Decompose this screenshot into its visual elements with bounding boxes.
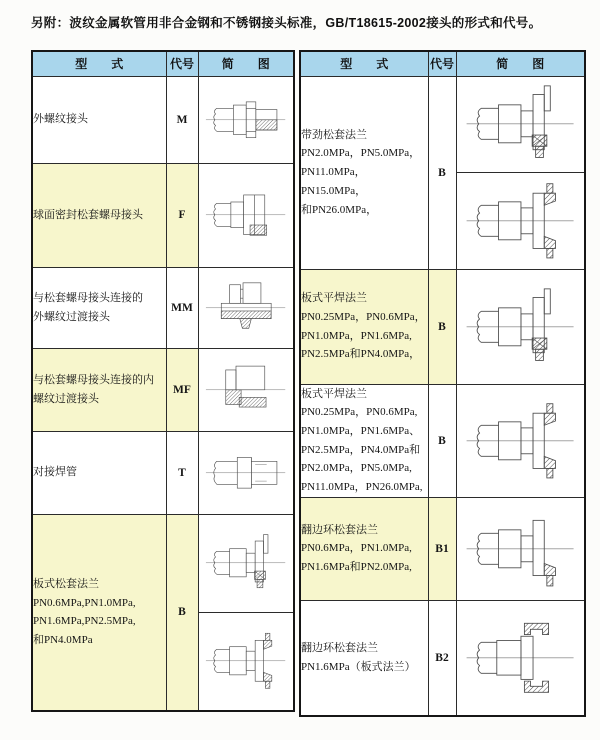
fitting-diagram-cell: [198, 163, 294, 267]
flat-weld-flange-diagram-1: [464, 288, 576, 366]
column-header-type: 型 式: [32, 51, 166, 76]
fitting-diagram-cell: [198, 76, 294, 163]
fitting-type-text: PN1.0MPa，PN1.6MPa,: [301, 329, 412, 342]
fitting-type-text: PN0.25MPa，PN0.6MPa,: [301, 406, 418, 419]
fitting-type-text: PN1.0MPa，PN1.6MPa、: [301, 424, 421, 437]
female-thread-adapter-diagram: [204, 361, 287, 419]
fitting-type-text: PN2.5MPa，PN4.0MPa和: [301, 443, 421, 456]
fitting-code-cell: B: [428, 76, 456, 269]
fitting-type-cell: [300, 600, 428, 716]
fitting-diagram-cell: [456, 76, 585, 172]
table-row: [300, 384, 585, 497]
fitting-diagram-cell: [456, 384, 585, 497]
fitting-type-text: 翻边环松套法兰: [301, 523, 378, 536]
fitting-type-cell: [32, 514, 166, 711]
flat-weld-flange-diagram-2: [464, 402, 576, 480]
fitting-code-cell: B1: [428, 497, 456, 600]
fitting-diagram-cell: [198, 431, 294, 514]
fitting-type-text: 螺纹过渡接头: [33, 392, 99, 405]
fitting-type-text: PN11.0MPa，PN15.0MPa，: [301, 166, 367, 197]
fitting-diagram-cell: [456, 497, 585, 600]
fitting-code-cell: F: [166, 163, 198, 267]
fitting-type-text: 外螺纹接头: [33, 113, 88, 126]
fitting-type-cell: [300, 384, 428, 497]
fitting-type-text: PN1.6MPa,PN2.5MPa,: [33, 615, 136, 628]
fitting-type-cell: [32, 267, 166, 348]
fitting-table-left: [31, 50, 295, 712]
table-row: [32, 431, 294, 514]
fitting-code-cell: T: [166, 431, 198, 514]
fitting-type-text: PN0.25MPa，PN0.6MPa，: [301, 310, 426, 323]
fitting-diagram-cell: [198, 267, 294, 348]
fitting-diagram-cell: [456, 172, 585, 269]
fitting-type-text: PN1.6MPa（板式法兰）: [301, 660, 416, 673]
fitting-type-text: 和PN4.0MPa: [33, 633, 93, 646]
fitting-type-cell: [32, 431, 166, 514]
fitting-type-text: PN11.0MPa，PN26.0MPa,: [301, 480, 423, 493]
column-header-code: 代号: [428, 51, 456, 76]
fitting-type-cell: [300, 269, 428, 384]
fitting-diagram-cell: [198, 514, 294, 612]
fitting-diagram-cell: [456, 600, 585, 716]
fitting-type-text: 翻边环松套法兰: [301, 642, 378, 655]
table-row: [32, 163, 294, 267]
butt-weld-pipe-diagram: [204, 444, 287, 502]
table-row: [300, 76, 585, 172]
column-header-diagram: 简 图: [198, 51, 294, 76]
fitting-type-cell: [32, 76, 166, 163]
fitting-type-text: 和PN26.0MPa，: [301, 203, 378, 216]
column-header-code: 代号: [166, 51, 198, 76]
lap-ring-loose-flange-diagram-2: [464, 619, 576, 697]
table-row: [32, 514, 294, 612]
fitting-type-text: 外螺纹过渡接头: [33, 310, 110, 323]
table-row: [32, 76, 294, 163]
neck-loose-flange-diagram-2: [464, 182, 576, 260]
fitting-type-cell: [300, 497, 428, 600]
fitting-type-text: 板式松套法兰: [33, 577, 99, 590]
fitting-type-text: 板式平焊法兰: [301, 292, 367, 305]
spherical-seal-swivel-nut-fitting-diagram: [204, 186, 287, 244]
table-header-row: [300, 51, 585, 76]
table-row: [300, 497, 585, 600]
fitting-type-text: PN2.0MPa，PN5.0MPa，: [301, 147, 421, 160]
fitting-code-cell: B2: [428, 600, 456, 716]
column-header-type: 型 式: [300, 51, 428, 76]
fitting-code-cell: M: [166, 76, 198, 163]
fitting-code-cell: MM: [166, 267, 198, 348]
fitting-type-cell: [32, 348, 166, 431]
plate-loose-flange-diagram-2: [204, 632, 287, 690]
column-header-diagram: 简 图: [456, 51, 585, 76]
male-thread-adapter-diagram: [204, 279, 287, 337]
fitting-table-right: [299, 50, 586, 717]
fitting-code-cell: B: [428, 384, 456, 497]
fitting-diagram-cell: [198, 348, 294, 431]
lap-ring-loose-flange-diagram-1: [464, 510, 576, 588]
table-row: [32, 267, 294, 348]
table-row: [32, 348, 294, 431]
fitting-type-text: 带劲松套法兰: [301, 128, 367, 141]
fitting-type-text: PN0.6MPa,PN1.0MPa,: [33, 596, 136, 609]
fitting-type-cell: [300, 76, 428, 269]
fitting-code-cell: B: [166, 514, 198, 711]
fitting-type-text: 与松套螺母接头连接的: [33, 291, 143, 304]
neck-loose-flange-diagram-1: [464, 85, 576, 163]
fitting-type-text: 与松套螺母接头连接的内: [33, 373, 154, 386]
table-row: [300, 600, 585, 716]
fitting-type-text: PN1.6MPa和PN2.0MPa,: [301, 560, 412, 573]
fitting-type-text: PN2.0MPa，PN5.0MPa,: [301, 462, 412, 475]
male-thread-fitting-diagram: [204, 91, 287, 149]
plate-loose-flange-diagram-1: [204, 534, 287, 592]
table-row: [300, 269, 585, 384]
fitting-type-text: 球面密封松套螺母接头: [33, 208, 143, 221]
page-title: 另附：波纹金属软管用非合金钢和不锈钢接头标准，GB/T18615-2002接头的形式和代号。: [31, 16, 542, 30]
fitting-type-text: 对接焊管: [33, 466, 77, 479]
fitting-type-cell: [32, 163, 166, 267]
fitting-diagram-cell: [198, 612, 294, 711]
fitting-type-text: PN0.6MPa，PN1.0MPa,: [301, 542, 412, 555]
fitting-diagram-cell: [456, 269, 585, 384]
fitting-code-cell: MF: [166, 348, 198, 431]
fitting-type-text: 板式平焊法兰: [301, 387, 367, 400]
table-header-row: [32, 51, 294, 76]
fitting-type-text: PN2.5MPa和PN4.0MPa，: [301, 348, 421, 361]
fitting-code-cell: B: [428, 269, 456, 384]
